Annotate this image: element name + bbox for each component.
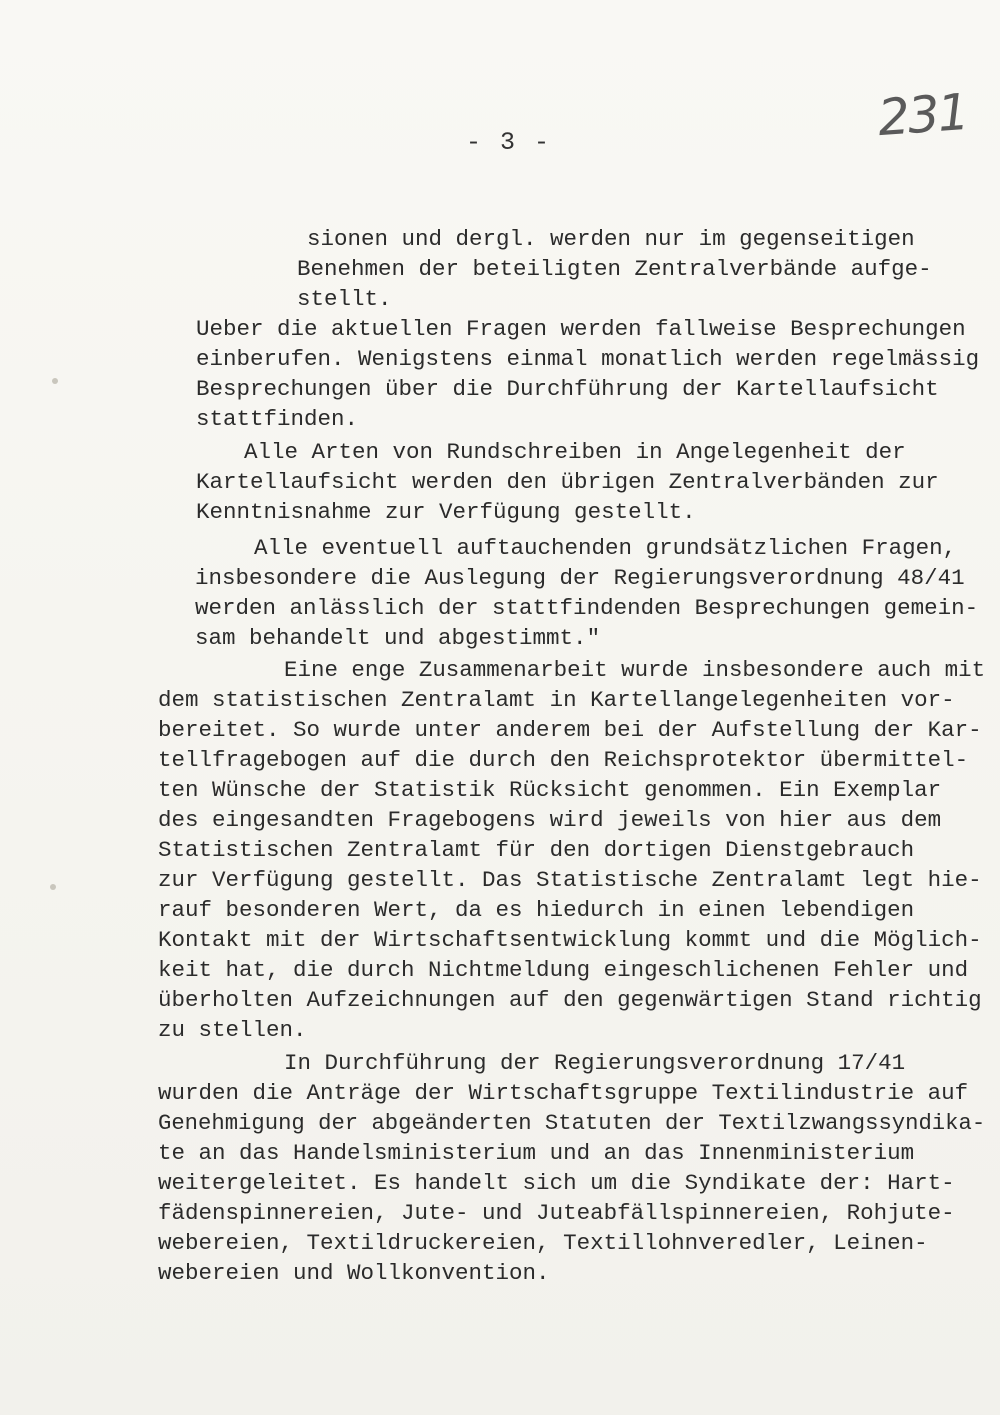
text-line: werden anlässlich der stattfindenden Besprechungen gemein-	[195, 595, 979, 621]
text-line: webereien, Textildruckereien, Textillohnveredler, Leinen-	[158, 1230, 928, 1256]
text-line: Alle Arten von Rundschreiben in Angelegenheit der	[244, 439, 906, 465]
text-line: Genehmigung der abgeänderten Statuten der Textilzwangssyndika-	[158, 1110, 986, 1136]
text-line: sam behandelt und abgestimmt."	[195, 625, 601, 651]
text-line: weitergeleitet. Es handelt sich um die Syndikate der: Hart-	[158, 1170, 955, 1196]
text-line: In Durchführung der Regierungsverordnung 17/41	[284, 1050, 906, 1076]
text-line: stattfinden.	[196, 406, 359, 432]
text-line: wurden die Anträge der Wirtschaftsgruppe Textilindustrie auf	[158, 1080, 969, 1106]
text-line: ten Wünsche der Statistik Rücksicht genommen. Ein Exemplar	[158, 777, 942, 803]
text-line: stellt.	[297, 286, 392, 312]
text-line: dem statistischen Zentralamt in Kartellangelegenheiten vor-	[158, 687, 955, 713]
text-line: Besprechungen über die Durchführung der Kartellaufsicht	[196, 376, 939, 402]
text-line: Alle eventuell auftauchenden grundsätzlichen Fragen,	[254, 535, 957, 561]
punch-mark	[50, 884, 56, 890]
text-line: bereitet. So wurde unter anderem bei der Aufstellung der Kar-	[158, 717, 982, 743]
text-line: Kenntnisnahme zur Verfügung gestellt.	[196, 499, 696, 525]
text-line: fädenspinnereien, Jute- und Juteabfällspinnereien, Rohjute-	[158, 1200, 955, 1226]
text-line: rauf besonderen Wert, da es hiedurch in einen lebendigen	[158, 897, 915, 923]
text-line: webereien und Wollkonvention.	[158, 1260, 550, 1286]
text-line: tellfragebogen auf die durch den Reichsprotektor übermittel-	[158, 747, 969, 773]
text-line: Statistischen Zentralamt für den dortigen Dienstgebrauch	[158, 837, 915, 863]
text-line: überholten Aufzeichnungen auf den gegenwärtigen Stand richtig	[158, 987, 982, 1013]
page-number: - 3 -	[466, 128, 552, 157]
text-line: Eine enge Zusammenarbeit wurde insbesondere auch mit	[284, 657, 986, 683]
text-line: insbesondere die Auslegung der Regierungsverordnung 48/41	[195, 565, 965, 591]
text-line: des eingesandten Fragebogens wird jeweils von hier aus dem	[158, 807, 942, 833]
text-line: zu stellen.	[158, 1017, 307, 1043]
punch-mark	[52, 378, 58, 384]
text-line: Kontakt mit der Wirtschaftsentwicklung kommt und die Möglich-	[158, 927, 982, 953]
handwritten-folio-number: 231	[876, 82, 970, 148]
text-line: sionen und dergl. werden nur im gegenseitigen	[307, 226, 915, 252]
text-line: zur Verfügung gestellt. Das Statistische Zentralamt legt hie-	[158, 867, 982, 893]
text-line: Kartellaufsicht werden den übrigen Zentralverbänden zur	[196, 469, 939, 495]
text-line: Benehmen der beteiligten Zentralverbände aufge-	[297, 256, 932, 282]
text-line: einberufen. Wenigstens einmal monatlich werden regelmässig	[196, 346, 980, 372]
text-line: keit hat, die durch Nichtmeldung eingeschlichenen Fehler und	[158, 957, 969, 983]
text-line: Ueber die aktuellen Fragen werden fallweise Besprechungen	[196, 316, 966, 342]
text-line: te an das Handelsministerium und an das Innenministerium	[158, 1140, 915, 1166]
